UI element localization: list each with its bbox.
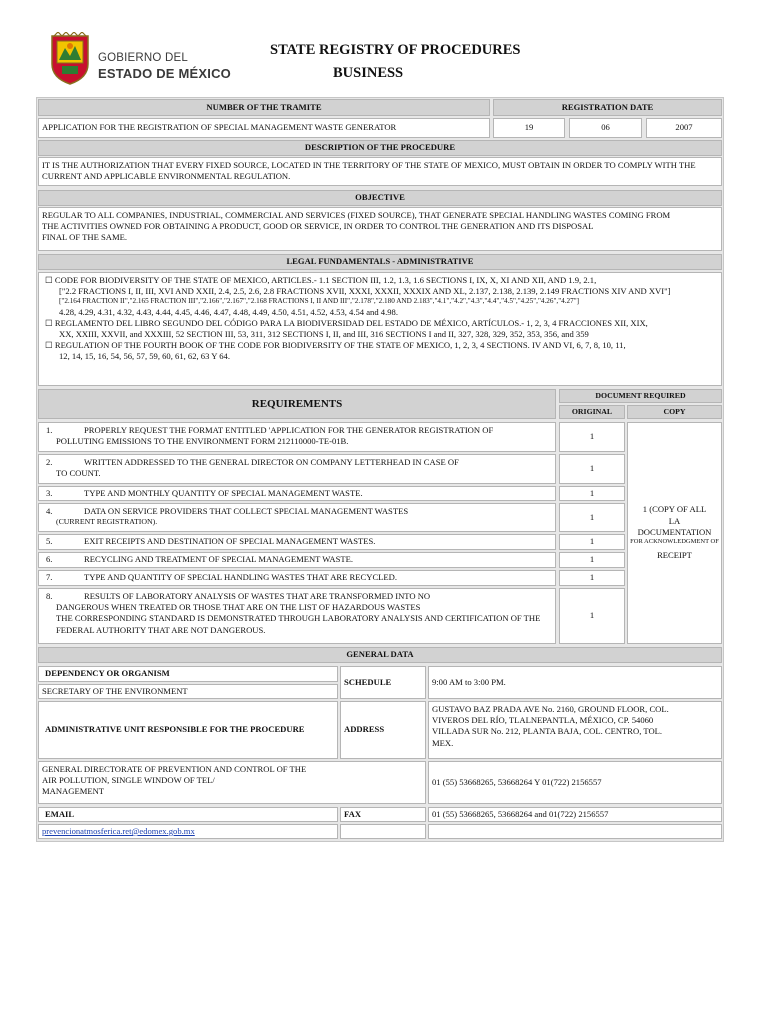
requirement-text: EXIT RECEIPTS AND DESTINATION OF SPECIAL MANAGEMENT WASTES. [84,536,376,547]
requirement-row [38,454,556,484]
address-line: GUSTAVO BAZ PRADA AVE No. 2160, GROUND FLOOR, COL. [432,704,669,714]
requirement-text: TYPE AND QUANTITY OF SPECIAL HANDLING WASTES THAT ARE RECYCLED. [84,572,398,583]
schedule-label: SCHEDULE [340,666,426,699]
copy-text: LA [668,515,681,526]
objective-line: FINAL OF THE SAME. [42,232,127,243]
empty-cell [428,824,722,839]
requirement-text: FEDERAL AUTHORITY THAT ARE NOT DANGEROUS. [56,624,266,635]
requirement-original: 1 [559,588,625,644]
objective-line: REGULAR TO ALL COMPANIES, INDUSTRIAL, COMMERCIAL AND SERVICES (FIXED SOURCE), THAT GENERATE SPECIAL HANDLING WASTES COMING FROM [42,210,671,220]
requirement-number: 2. [46,457,53,467]
objective-header: OBJECTIVE [38,190,722,206]
requirement-original: 1 [559,422,625,452]
government-name-line1: GOBIERNO DEL [98,52,188,64]
unit-line: AIR POLLUTION, SINGLE WINDOW OF TEL/ [42,775,215,786]
requirement-text: RESULTS OF LABORATORY ANALYSIS OF WASTES THAT ARE TRANSFORMED INTO NO [84,591,431,601]
requirement-text: POLLUTING EMISSIONS TO THE ENVIRONMENT FORM 212110000-TE-01B. [56,436,349,447]
legal-line: 12, 14, 15, 16, 54, 56, 57, 59, 60, 61, 62, 63 Y 64. [59,351,230,362]
address-line: MEX. [432,737,454,748]
requirement-text: TO COUNT. [56,468,101,479]
registration-day: 19 [493,118,565,138]
general-data-header: GENERAL DATA [38,647,722,663]
email-label: EMAIL [38,807,338,822]
requirement-number: 3. [46,487,53,498]
requirement-original: 1 [559,570,625,586]
requirement-text: DANGEROUS WHEN TREATED OR THOSE THAT ARE ON THE LIST OF HAZARDOUS WASTES [56,602,421,613]
schedule-value: 9:00 AM to 3:00 PM. [428,666,722,699]
telephone-value: 01 (55) 53668265, 53668264 Y 01(722) 2156557 [428,761,722,804]
legal-line: ☐ CODE FOR BIODIVERSITY OF THE STATE OF MEXICO, ARTICLES.- 1.1 SECTION III, 1.2, 1.3, 1.6 SECTIONS I, IX, X, XI AND XII, AND 1.9, 2.1, [45,275,597,285]
unit-line: GENERAL DIRECTORATE OF PREVENTION AND CONTROL OF THE [42,764,307,774]
requirement-text: DATA ON SERVICE PROVIDERS THAT COLLECT SPECIAL MANAGEMENT WASTES [84,506,409,516]
copy-text: RECEIPT [657,550,692,561]
requirement-number: 4. [46,506,53,516]
legal-line: ☐ REGLAMENTO DEL LIBRO SEGUNDO DEL CÓDIGO PARA LA BIODIVERSIDAD DEL ESTADO DE MÉXICO, ARTÍCULOS.- 1, 2, 3, 4 FRACCIONES XII, XIX, [45,317,648,328]
tramite-value [38,118,490,138]
objective-text [38,207,722,251]
requirement-row [38,588,556,644]
address-label: ADDRESS [340,701,426,759]
legal-line: ☐ REGULATION OF THE FOURTH BOOK OF THE CODE FOR BIODIVERSITY OF THE STATE OF MEXICO, 1, 2, 3, 4 SECTIONS. IV AND VI, 6, 7, 8, 10, 11, [45,340,626,351]
objective-line: THE ACTIVITIES OWNED FOR OBTAINING A PRODUCT, GOOD OR SERVICE, IN ORDER TO CONTROL THE GENERATION AND ITS DISPOSAL [42,221,594,232]
copy-header: COPY [627,405,722,419]
tramite-value-text: APPLICATION FOR THE REGISTRATION OF SPECIAL MANAGEMENT WASTE GENERATOR [42,122,397,133]
registration-month: 06 [569,118,642,138]
empty-cell [340,824,426,839]
requirement-row [38,552,556,568]
requirement-number: 8. [46,591,53,601]
requirement-text: PROPERLY REQUEST THE FORMAT ENTITLED 'APPLICATION FOR THE GENERATOR REGISTRATION OF [84,425,494,435]
requirement-text: THE CORRESPONDING STANDARD IS DEMONSTRATED THROUGH LABORATORY ANALYSIS AND CERTIFICATION OF THE [56,613,541,624]
unit-label: ADMINISTRATIVE UNIT RESPONSIBLE FOR THE PROCEDURE [38,701,338,759]
requirement-original: 1 [559,552,625,568]
address-line: VIVEROS DEL RÍO, TLALNEPANTLA, MÉXICO, CP. 54060 [432,715,654,726]
dependency-label: DEPENDENCY OR ORGANISM [38,666,338,682]
description-line: CURRENT AND APPLICABLE ENVIRONMENTAL REGULATION. [42,171,291,182]
address-value [428,701,722,759]
requirement-original: 1 [559,534,625,550]
requirement-number: 7. [46,572,53,583]
description-header: DESCRIPTION OF THE PROCEDURE [38,140,722,156]
requirement-number: 5. [46,536,53,547]
page-subtitle: BUSINESS [333,65,404,81]
requirement-original: 1 [559,454,625,484]
copy-text: DOCUMENTATION [637,526,712,537]
unit-value [38,761,426,804]
requirement-row [38,503,556,532]
state-seal-icon [48,32,92,86]
fax-value: 01 (55) 53668265, 53668264 and 01(722) 2156557 [428,807,722,822]
copy-text: 1 (COPY OF ALL [642,504,707,515]
legal-header: LEGAL FUNDAMENTALS - ADMINISTRATIVE [38,254,722,270]
description-text [38,157,722,186]
page-title: STATE REGISTRY OF PROCEDURES [270,42,521,58]
legal-line: 4.28, 4.29, 4.31, 4.32, 4.43, 4.44, 4.45, 4.46, 4.47, 4.48, 4.49, 4.50, 4.51, 4.52, 4.53, 4.54 and 4.98. [59,306,398,317]
legal-line: ["2.2 FRACTIONS I, II, III, XVI AND XXII, 2.4, 2.5, 2.6, 2.8 FRACTIONS XVII, XXXI, XXXII, XXXIX AND XL, 2.137, 2.138, 2.139, 2.149 FRACTIONS XIV AND XVI"] [59,286,671,297]
legal-line: ["2.164 FRACTION II","2.165 FRACTION III","2.166","2.167","2.168 FRACTIONS I, II AND III","2.178","2.180 AND 2.183","4.1","4.2","4.3","4.4","4.5","4.25","4.26","4.27"] [59,297,580,306]
requirement-text: TYPE AND MONTHLY QUANTITY OF SPECIAL MANAGEMENT WASTE. [84,487,363,498]
requirement-text: WRITTEN ADDRESSED TO THE GENERAL DIRECTOR ON COMPANY LETTERHEAD IN CASE OF [84,457,459,467]
registration-year: 2007 [646,118,722,138]
tramite-header: NUMBER OF THE TRAMITE [38,99,490,116]
government-logo [44,32,234,86]
email-cell [38,824,338,839]
requirement-row [38,486,556,501]
requirement-row [38,534,556,550]
legal-line: XX, XXIII, XXVII, and XXXIII, 52 SECTION III, 53, 311, 312 SECTIONS I, II, and III, 316 SECTIONS I and II, 327, 328, 329, 352, 353, 356, and 359 [59,329,589,340]
copy-text: FOR ACKNOWLEDGMENT OF [630,537,719,545]
email-link[interactable]: prevencionatmosferica.ret@edomex.gob.mx [42,825,195,836]
requirement-row [38,422,556,452]
requirements-header: REQUIREMENTS [38,389,556,419]
description-line: IT IS THE AUTHORIZATION THAT EVERY FIXED SOURCE, LOCATED IN THE TERRITORY OF THE STATE OF MEXICO, MUST OBTAIN IN ORDER TO COMPLY WITH THE [42,160,696,170]
document-required-header: DOCUMENT REQUIRED [559,389,722,403]
requirement-original: 1 [559,503,625,532]
original-header: ORIGINAL [559,405,625,419]
fax-label: FAX [340,807,426,822]
requirement-number: 1. [46,425,53,435]
requirement-text: (CURRENT REGISTRATION). [56,517,158,527]
copy-cell [627,422,722,644]
address-line: VILLADA SUR No. 212, PLANTA BAJA, COL. CENTRO, TOL. [432,726,663,737]
legal-text [38,272,722,386]
requirement-original: 1 [559,486,625,501]
requirement-text: RECYCLING AND TREATMENT OF SPECIAL MANAGEMENT WASTE. [84,554,354,565]
registration-date-header: REGISTRATION DATE [493,99,722,116]
government-name-line2: ESTADO DE MÉXICO [98,66,231,81]
requirement-row [38,570,556,586]
dependency-value: SECRETARY OF THE ENVIRONMENT [38,684,338,699]
unit-line: MANAGEMENT [42,786,105,797]
requirement-number: 6. [46,554,53,565]
